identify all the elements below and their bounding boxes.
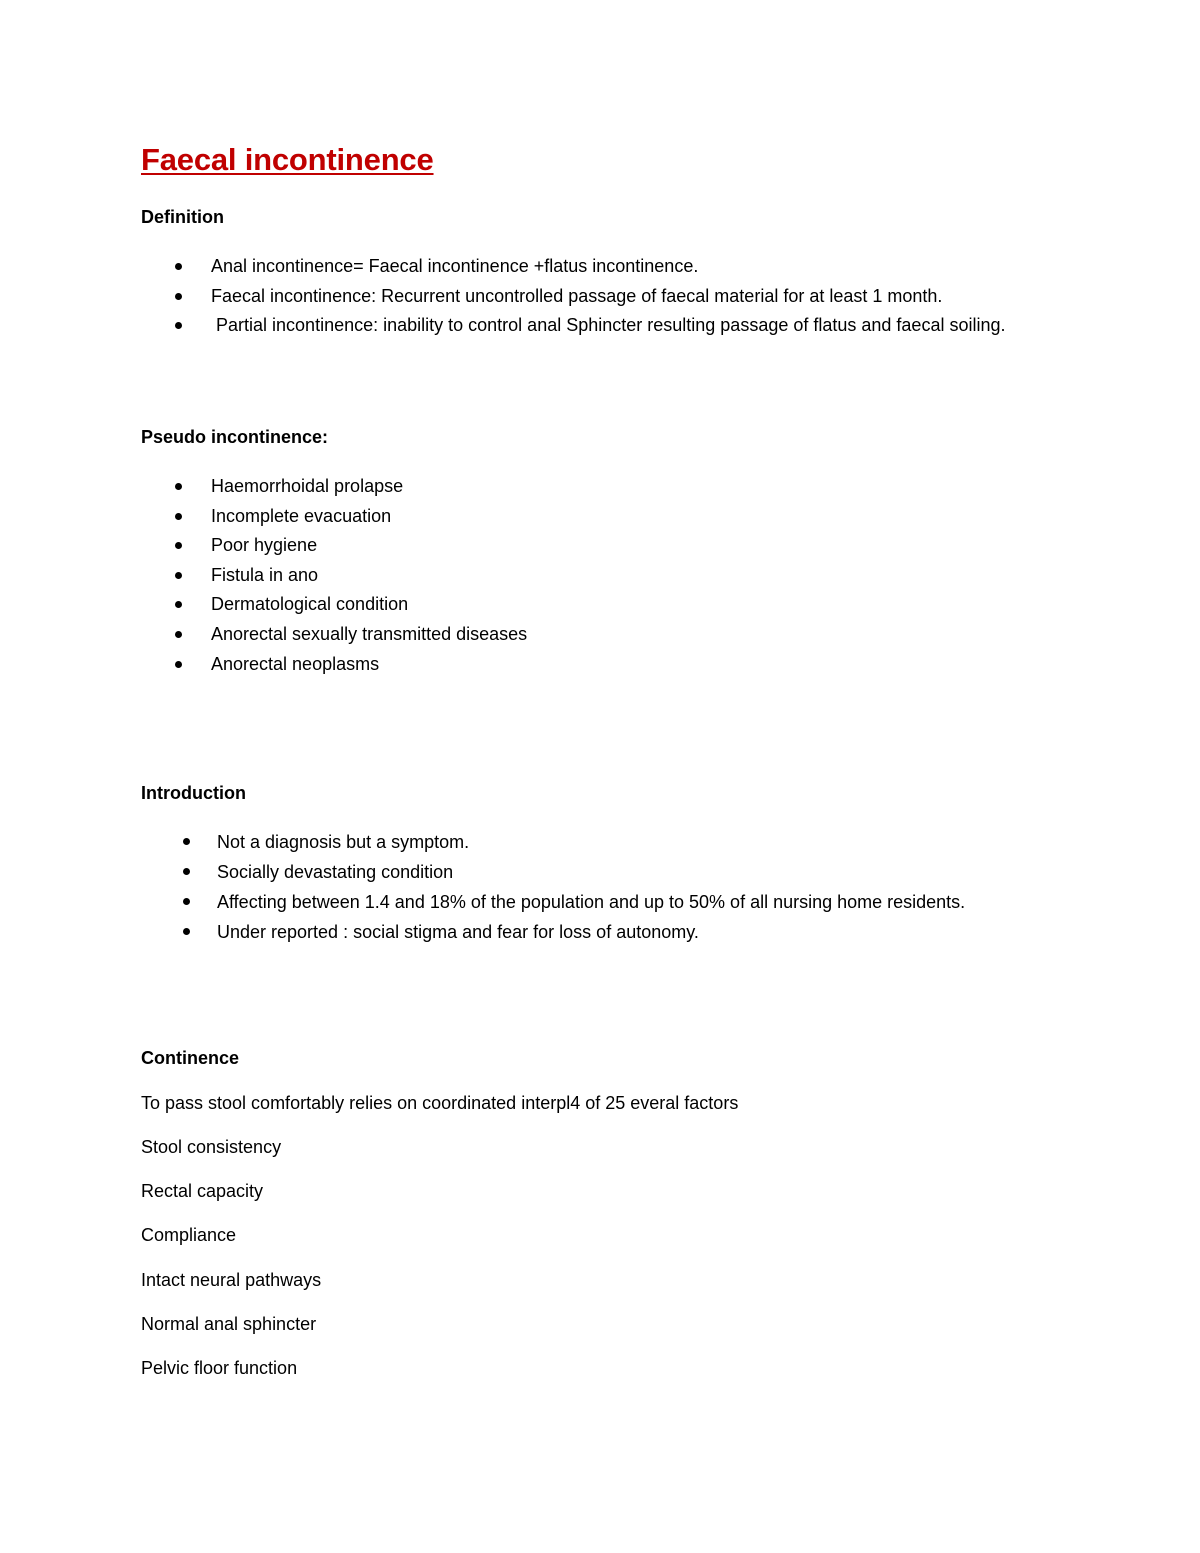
continence-intro-line: To pass stool comfortably relies on coordinated interpl4 of 25 everal factors: [141, 1093, 739, 1113]
list-item: [211, 252, 1061, 282]
list-item-text: Under reported : social stigma and fear for loss of autonomy.: [217, 922, 699, 942]
list-item-text: Socially devastating condition: [217, 862, 454, 882]
list-item-text: Dermatological condition: [211, 594, 409, 615]
bullet-icon: [175, 513, 182, 520]
list-item-text: Fistula in ano: [211, 564, 319, 585]
list-item-text: Anal incontinence= Faecal incontinence +flatus incontinence.: [211, 256, 699, 276]
list-item: [211, 311, 1031, 341]
bullet-icon: [183, 928, 190, 935]
list-item-text: Not a diagnosis but a symptom.: [217, 832, 470, 852]
bullet-icon: [175, 322, 182, 329]
list-item: [211, 650, 527, 680]
list-item-text: Partial incontinence: inability to control anal Sphincter resulting passage of flatus and faecal soiling.: [211, 315, 1006, 335]
bullet-icon: [183, 838, 190, 845]
list-item: [217, 917, 965, 947]
continence-factor: Rectal capacity: [141, 1181, 264, 1201]
list-item: [217, 887, 965, 917]
list-item: [211, 472, 527, 502]
list-item-text: Poor hygiene: [211, 535, 318, 556]
list-item-text: Faecal incontinence: Recurrent uncontrolled passage of faecal material for at least 1 month.: [211, 285, 943, 306]
pseudo-incontinence-heading: Pseudo incontinence:: [141, 427, 329, 447]
list-item: [211, 502, 527, 532]
bullet-icon: [183, 898, 190, 905]
list-item: [211, 620, 527, 650]
list-item: [217, 857, 965, 887]
continence-factor: Stool consistency: [141, 1137, 282, 1157]
list-item: [217, 827, 965, 857]
bullet-icon: [175, 601, 182, 608]
bullet-icon: [175, 661, 182, 668]
introduction-list: [217, 827, 965, 947]
pseudo-incontinence-list: [211, 472, 527, 679]
bullet-icon: [175, 542, 182, 549]
list-item-text: Affecting between 1.4 and 18% of the population and up to 50% of all nursing home residents.: [217, 892, 966, 912]
continence-factor: Normal anal sphincter: [141, 1314, 317, 1334]
list-item-text: Haemorrhoidal prolapse: [211, 476, 404, 496]
continence-heading: Continence: [141, 1048, 240, 1068]
list-item: [211, 590, 527, 620]
document-title: Faecal incontinence: [141, 142, 434, 177]
continence-factor: Pelvic floor function: [141, 1358, 298, 1378]
bullet-icon: [183, 868, 190, 875]
bullet-icon: [175, 263, 182, 270]
bullet-icon: [175, 631, 182, 638]
list-item: [211, 531, 527, 561]
definition-heading: Definition: [141, 207, 224, 227]
list-item-text: Anorectal neoplasms: [211, 653, 380, 674]
list-item-text: Anorectal sexually transmitted diseases: [211, 623, 528, 644]
continence-factor: Compliance: [141, 1225, 237, 1245]
list-item-text: Incomplete evacuation: [211, 505, 392, 526]
definition-list: [211, 252, 1061, 341]
list-item: [211, 561, 527, 591]
list-item: [211, 282, 1061, 312]
bullet-icon: [175, 293, 182, 300]
continence-factor: Intact neural pathways: [141, 1270, 322, 1290]
introduction-heading: Introduction: [141, 783, 246, 803]
bullet-icon: [175, 572, 182, 579]
bullet-icon: [175, 483, 182, 490]
